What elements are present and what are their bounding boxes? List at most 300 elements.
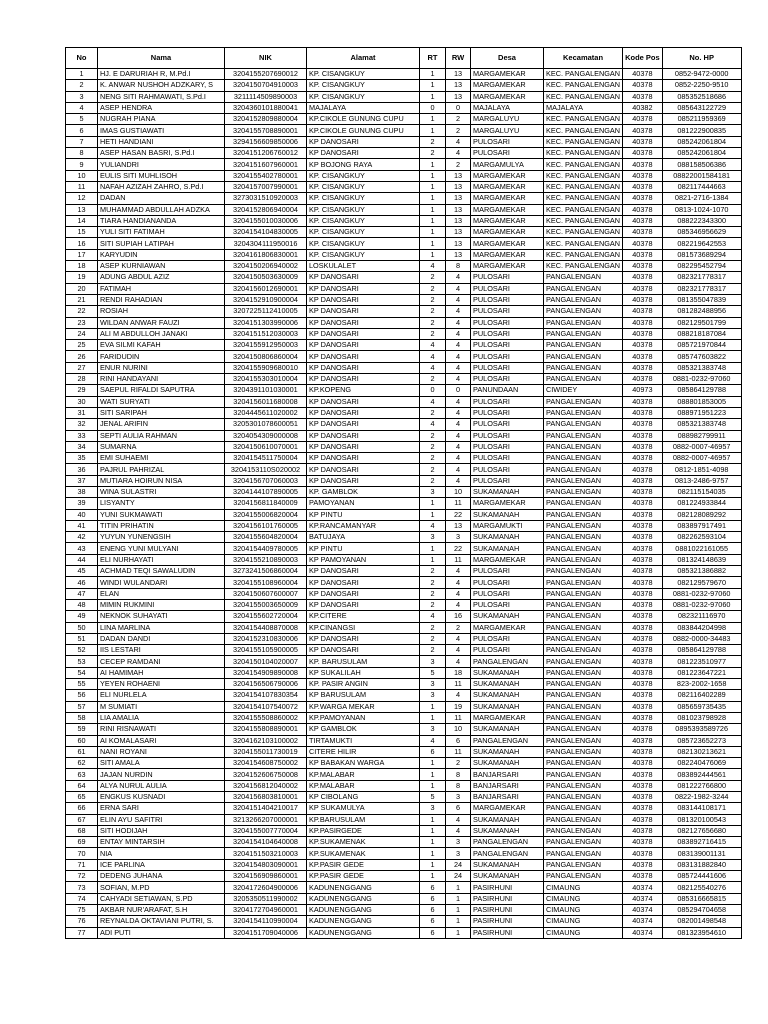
cell-no-hp: 081223647221 [662, 667, 741, 678]
cell-kecamatan: PANGALENGAN [544, 803, 623, 814]
cell-kecamatan: PANGALENGAN [544, 746, 623, 757]
cell-nama: LIA AMALIA [98, 712, 225, 723]
cell-rw: 6 [446, 735, 471, 746]
cell-desa: MARGAMEKAR [471, 803, 544, 814]
cell-rt: 2 [420, 645, 446, 656]
cell-nik: 3204150806860004 [225, 351, 307, 362]
cell-nama: YUYUN YUNENGSIH [98, 532, 225, 543]
cell-desa: PULOSARI [471, 441, 544, 452]
cell-nama: ERNA SARI [98, 803, 225, 814]
cell-no: 17 [66, 249, 98, 260]
table-row [66, 249, 742, 260]
table-row [66, 362, 742, 373]
cell-alamat: KP DANOSARI [307, 633, 420, 644]
table-row [66, 181, 742, 192]
cell-rw: 4 [446, 475, 471, 486]
cell-no-hp: 082240476069 [662, 758, 741, 769]
cell-alamat: BATUJAYA [307, 532, 420, 543]
cell-rw: 4 [446, 396, 471, 407]
cell-rw: 13 [446, 170, 471, 181]
cell-kode-pos: 40378 [623, 294, 663, 305]
cell-kode-pos: 40378 [623, 690, 663, 701]
cell-no-hp: 0821-2716-1384 [662, 193, 741, 204]
cell-rt: 5 [420, 667, 446, 678]
cell-kecamatan: PANGALENGAN [544, 622, 623, 633]
cell-alamat: KADUNENGGANG [307, 882, 420, 893]
cell-rt: 2 [420, 328, 446, 339]
cell-no: 52 [66, 645, 98, 656]
cell-rt: 1 [420, 181, 446, 192]
cell-no-hp: 083144108171 [662, 803, 741, 814]
cell-nama: ADI PUTI [98, 927, 225, 938]
cell-no: 33 [66, 430, 98, 441]
header-nama: Nama [98, 48, 225, 69]
cell-alamat: KP DANOSARI [307, 588, 420, 599]
cell-rw: 4 [446, 453, 471, 464]
cell-nik: 3204161806830001 [225, 249, 307, 260]
cell-nama: REYNALDA OKTAVIANI PUTRI, S. [98, 916, 225, 927]
cell-nik: 3204154104640008 [225, 837, 307, 848]
cell-desa: SUKAMANAH [471, 611, 544, 622]
cell-nik: 3204156011680008 [225, 396, 307, 407]
cell-nama: ENUR NURINI [98, 362, 225, 373]
cell-no: 70 [66, 848, 98, 859]
cell-nik: 3204156707060003 [225, 475, 307, 486]
cell-nik: 3204162103100002 [225, 735, 307, 746]
cell-desa: SUKAMANAH [471, 679, 544, 690]
cell-rw: 4 [446, 272, 471, 283]
cell-alamat: KP.CIKOLE GUNUNG CUPU [307, 125, 420, 136]
cell-rw: 4 [446, 577, 471, 588]
cell-nik: 3204152809880004 [225, 114, 307, 125]
table-row [66, 543, 742, 554]
cell-kode-pos: 40378 [623, 656, 663, 667]
cell-nama: ENGKUS KUSNADI [98, 792, 225, 803]
cell-nik: 3204391101030001 [225, 385, 307, 396]
cell-rt: 0 [420, 102, 446, 113]
cell-desa: MARGAMEKAR [471, 249, 544, 260]
cell-kecamatan: CIMAUNG [544, 882, 623, 893]
cell-nama: AKBAR NUR'ARAFAT, S.H [98, 904, 225, 915]
table-row [66, 159, 742, 170]
cell-nama: JAJAN NURDIN [98, 769, 225, 780]
cell-kecamatan: PANGALENGAN [544, 769, 623, 780]
cell-nik: 3211114509890003 [225, 91, 307, 102]
cell-nik: 3294156609850006 [225, 136, 307, 147]
cell-nik: 3204445611020002 [225, 407, 307, 418]
cell-desa: PULOSARI [471, 374, 544, 385]
cell-nik: 3204150503630009 [225, 272, 307, 283]
cell-rt: 2 [420, 283, 446, 294]
cell-alamat: KP.CIKOLE GUNUNG CUPU [307, 114, 420, 125]
cell-nik: 3204154608750002 [225, 758, 307, 769]
cell-no: 28 [66, 374, 98, 385]
header-no-hp: No. HP [662, 48, 741, 69]
cell-nik: 3204150610070001 [225, 441, 307, 452]
cell-alamat: KADUNENGGANG [307, 927, 420, 938]
cell-no: 66 [66, 803, 98, 814]
cell-rt: 1 [420, 238, 446, 249]
cell-no-hp: 082117444663 [662, 181, 741, 192]
cell-nik: 3204155604820004 [225, 532, 307, 543]
cell-no-hp: 081324148639 [662, 554, 741, 565]
cell-rw: 1 [446, 927, 471, 938]
cell-kecamatan: KEC. PANGALENGAN [544, 238, 623, 249]
cell-kode-pos: 40374 [623, 882, 663, 893]
cell-kecamatan: PANGALENGAN [544, 396, 623, 407]
cell-no-hp: 0882-0007-46957 [662, 453, 741, 464]
cell-no: 73 [66, 882, 98, 893]
cell-rt: 1 [420, 159, 446, 170]
cell-rw: 13 [446, 520, 471, 531]
table-row [66, 893, 742, 904]
cell-no: 14 [66, 215, 98, 226]
cell-no-hp: 085864129788 [662, 385, 741, 396]
cell-kecamatan: PANGALENGAN [544, 871, 623, 882]
table-row [66, 261, 742, 272]
cell-rt: 1 [420, 758, 446, 769]
cell-kode-pos: 40378 [623, 351, 663, 362]
cell-kode-pos: 40374 [623, 904, 663, 915]
cell-nik: 3204155007770004 [225, 825, 307, 836]
cell-nik: 3204151303990006 [225, 317, 307, 328]
cell-kecamatan: PANGALENGAN [544, 859, 623, 870]
cell-desa: SUKAMANAH [471, 690, 544, 701]
cell-kode-pos: 40378 [623, 181, 663, 192]
cell-no: 67 [66, 814, 98, 825]
cell-kecamatan: PANGALENGAN [544, 679, 623, 690]
cell-no-hp: 085643122729 [662, 102, 741, 113]
cell-nik: 3204151512030003 [225, 328, 307, 339]
table-row [66, 385, 742, 396]
cell-kecamatan: PANGALENGAN [544, 633, 623, 644]
table-row [66, 577, 742, 588]
cell-kode-pos: 40378 [623, 362, 663, 373]
cell-desa: SUKAMANAH [471, 667, 544, 678]
cell-no: 23 [66, 317, 98, 328]
cell-rw: 11 [446, 712, 471, 723]
cell-rw: 4 [446, 645, 471, 656]
cell-nik: 3204155105900005 [225, 645, 307, 656]
cell-no: 46 [66, 577, 98, 588]
cell-no: 26 [66, 351, 98, 362]
cell-alamat: KP DANOSARI [307, 577, 420, 588]
cell-kecamatan: PANGALENGAN [544, 498, 623, 509]
cell-desa: PULOSARI [471, 588, 544, 599]
cell-kode-pos: 40378 [623, 735, 663, 746]
cell-rt: 4 [420, 611, 446, 622]
cell-kecamatan: PANGALENGAN [544, 724, 623, 735]
cell-kecamatan: PANGALENGAN [544, 486, 623, 497]
table-row [66, 735, 742, 746]
cell-no-hp: 0881022161055 [662, 543, 741, 554]
cell-desa: MARGAMEKAR [471, 622, 544, 633]
cell-rt: 3 [420, 690, 446, 701]
cell-alamat: KP BABAKAN WARGA [307, 758, 420, 769]
cell-desa: SUKAMANAH [471, 724, 544, 735]
cell-no: 4 [66, 102, 98, 113]
cell-kecamatan: KEC. PANGALENGAN [544, 69, 623, 80]
cell-kode-pos: 40378 [623, 328, 663, 339]
cell-rw: 13 [446, 69, 471, 80]
cell-nama: ADUNG ABDUL AZIZ [98, 272, 225, 283]
cell-no-hp: 088158506386 [662, 159, 741, 170]
cell-kode-pos: 40378 [623, 746, 663, 757]
cell-alamat: KP GAMBLOK [307, 724, 420, 735]
cell-alamat: KP DANOSARI [307, 475, 420, 486]
cell-nama: KARYUDIN [98, 249, 225, 260]
cell-rt: 1 [420, 80, 446, 91]
cell-kode-pos: 40378 [623, 204, 663, 215]
cell-no-hp: 085242061804 [662, 148, 741, 159]
cell-kode-pos: 40378 [623, 249, 663, 260]
cell-desa: PANUNDAAN [471, 385, 544, 396]
cell-no: 74 [66, 893, 98, 904]
cell-desa: PULOSARI [471, 599, 544, 610]
cell-nama: ENTAY MINTARSIH [98, 837, 225, 848]
cell-no: 31 [66, 407, 98, 418]
cell-kode-pos: 40378 [623, 340, 663, 351]
cell-kecamatan: PANGALENGAN [544, 272, 623, 283]
cell-nama: AI HAMIMAH [98, 667, 225, 678]
cell-desa: MARGAMEKAR [471, 554, 544, 565]
cell-rw: 4 [446, 306, 471, 317]
cell-nama: ENENG YUNI MULYANI [98, 543, 225, 554]
cell-nik: 3204155912950003 [225, 340, 307, 351]
cell-kode-pos: 40378 [623, 193, 663, 204]
cell-kode-pos: 40378 [623, 475, 663, 486]
cell-no-hp: 085321383748 [662, 419, 741, 430]
cell-nik: 3204157007990001 [225, 181, 307, 192]
cell-kecamatan: PANGALENGAN [544, 419, 623, 430]
cell-kode-pos: 40378 [623, 283, 663, 294]
cell-nik: 3204155108960004 [225, 577, 307, 588]
cell-kecamatan: PANGALENGAN [544, 520, 623, 531]
cell-desa: PULOSARI [471, 136, 544, 147]
cell-rt: 1 [420, 701, 446, 712]
cell-rt: 2 [420, 566, 446, 577]
cell-no: 7 [66, 136, 98, 147]
cell-rw: 11 [446, 679, 471, 690]
cell-kode-pos: 40374 [623, 893, 663, 904]
cell-nama: ELAN [98, 588, 225, 599]
cell-kecamatan: PANGALENGAN [544, 690, 623, 701]
cell-nama: NAFAH AZIZAH ZAHRO, S.Pd.I [98, 181, 225, 192]
table-row [66, 904, 742, 915]
cell-rw: 13 [446, 193, 471, 204]
cell-rt: 2 [420, 294, 446, 305]
cell-nama: MIMIN RUKMINI [98, 599, 225, 610]
table-row [66, 679, 742, 690]
cell-alamat: KP DANOSARI [307, 283, 420, 294]
cell-kecamatan: KEC. PANGALENGAN [544, 193, 623, 204]
cell-no-hp: 083844204998 [662, 622, 741, 633]
cell-nama: WINA SULASTRI [98, 486, 225, 497]
cell-alamat: KP.PAMOYANAN [307, 712, 420, 723]
cell-kecamatan: KEC. PANGALENGAN [544, 170, 623, 181]
cell-desa: SUKAMANAH [471, 871, 544, 882]
cell-no-hp: 085352518686 [662, 91, 741, 102]
cell-kecamatan: KEC. PANGALENGAN [544, 80, 623, 91]
cell-rw: 3 [446, 792, 471, 803]
header-nik: NIK [225, 48, 307, 69]
cell-no-hp: 083897917491 [662, 520, 741, 531]
cell-desa: BANJARSARI [471, 792, 544, 803]
cell-kode-pos: 40378 [623, 554, 663, 565]
table-row [66, 272, 742, 283]
cell-alamat: KP.PASIR GEDE [307, 871, 420, 882]
cell-rt: 1 [420, 848, 446, 859]
cell-no-hp: 085321386882 [662, 566, 741, 577]
table-row [66, 453, 742, 464]
cell-rw: 4 [446, 328, 471, 339]
table-row [66, 622, 742, 633]
cell-no-hp: 082125540276 [662, 882, 741, 893]
cell-kecamatan: PANGALENGAN [544, 475, 623, 486]
cell-kode-pos: 40378 [623, 599, 663, 610]
cell-no-hp: 088801853005 [662, 396, 741, 407]
cell-alamat: KP DANOSARI [307, 294, 420, 305]
cell-alamat: KP SUKAMULYA [307, 803, 420, 814]
cell-rw: 2 [446, 758, 471, 769]
cell-desa: PULOSARI [471, 306, 544, 317]
cell-no-hp: 082128089292 [662, 509, 741, 520]
cell-nama: SAEPUL RIFALDI SAPUTRA [98, 385, 225, 396]
table-row [66, 374, 742, 385]
table-row [66, 204, 742, 215]
cell-rt: 1 [420, 837, 446, 848]
cell-no-hp: 081355047839 [662, 294, 741, 305]
cell-alamat: KP.MALABAR [307, 780, 420, 791]
cell-no: 53 [66, 656, 98, 667]
cell-no: 44 [66, 554, 98, 565]
cell-nik: 3204155303010004 [225, 374, 307, 385]
table-row [66, 588, 742, 599]
table-row [66, 227, 742, 238]
cell-rt: 3 [420, 486, 446, 497]
cell-rt: 2 [420, 374, 446, 385]
cell-desa: PANGALENGAN [471, 735, 544, 746]
header-no: No [66, 48, 98, 69]
cell-nama: SITI HODIJAH [98, 825, 225, 836]
cell-rw: 4 [446, 294, 471, 305]
cell-kecamatan: PANGALENGAN [544, 362, 623, 373]
cell-desa: MARGAMEKAR [471, 261, 544, 272]
cell-no-hp: 085294704658 [662, 904, 741, 915]
cell-no: 56 [66, 690, 98, 701]
cell-no: 72 [66, 871, 98, 882]
cell-rw: 4 [446, 317, 471, 328]
cell-nik: 3204172704960001 [225, 904, 307, 915]
cell-rt: 2 [420, 588, 446, 599]
cell-no: 11 [66, 181, 98, 192]
cell-rw: 13 [446, 227, 471, 238]
cell-no: 18 [66, 261, 98, 272]
cell-kecamatan: PANGALENGAN [544, 283, 623, 294]
table-row [66, 136, 742, 147]
cell-kecamatan: PANGALENGAN [544, 532, 623, 543]
cell-kecamatan: KEC. PANGALENGAN [544, 249, 623, 260]
cell-kecamatan: KEC. PANGALENGAN [544, 181, 623, 192]
cell-alamat: KP DANOSARI [307, 328, 420, 339]
cell-nik: 3273241506860004 [225, 566, 307, 577]
cell-kode-pos: 40378 [623, 543, 663, 554]
cell-no: 55 [66, 679, 98, 690]
cell-rw: 13 [446, 181, 471, 192]
cell-rt: 4 [420, 362, 446, 373]
cell-no-hp: 085747603822 [662, 351, 741, 362]
cell-kode-pos: 40378 [623, 136, 663, 147]
cell-no: 8 [66, 148, 98, 159]
cell-kecamatan: PANGALENGAN [544, 611, 623, 622]
table-row [66, 712, 742, 723]
table-row [66, 69, 742, 80]
cell-rw: 13 [446, 238, 471, 249]
cell-nama: RINI HANDAYANI [98, 374, 225, 385]
cell-nama: LINA MARLINA [98, 622, 225, 633]
cell-kode-pos: 40378 [623, 780, 663, 791]
cell-rt: 4 [420, 419, 446, 430]
cell-rw: 4 [446, 340, 471, 351]
cell-kode-pos: 40378 [623, 227, 663, 238]
cell-no-hp: 082321778317 [662, 283, 741, 294]
cell-no-hp: 081222900835 [662, 125, 741, 136]
cell-no-hp: 082321116970 [662, 611, 741, 622]
cell-kode-pos: 40378 [623, 396, 663, 407]
cell-nama: ELI NURLELA [98, 690, 225, 701]
cell-nama: NEKNOK SUHAYATI [98, 611, 225, 622]
cell-rw: 11 [446, 498, 471, 509]
cell-alamat: KP. CISANGKUY [307, 80, 420, 91]
cell-nik: 3204154909890008 [225, 667, 307, 678]
cell-alamat: LOSKULALET [307, 261, 420, 272]
cell-no: 25 [66, 340, 98, 351]
cell-alamat: KP. GAMBLOK [307, 486, 420, 497]
data-table [65, 47, 742, 939]
cell-alamat: KP.RANCAMANYAR [307, 520, 420, 531]
cell-nik: 3204150607600007 [225, 588, 307, 599]
cell-nik: 3204151503210003 [225, 848, 307, 859]
cell-rw: 2 [446, 114, 471, 125]
cell-kecamatan: KEC. PANGALENGAN [544, 91, 623, 102]
cell-kecamatan: PANGALENGAN [544, 509, 623, 520]
cell-nik: 3204154107830354 [225, 690, 307, 701]
cell-rw: 1 [446, 916, 471, 927]
cell-kode-pos: 40973 [623, 385, 663, 396]
cell-kode-pos: 40378 [623, 272, 663, 283]
cell-rt: 1 [420, 215, 446, 226]
table-row [66, 837, 742, 848]
cell-no-hp: 082127656680 [662, 825, 741, 836]
cell-no-hp: 083892716415 [662, 837, 741, 848]
cell-desa: PULOSARI [471, 430, 544, 441]
cell-kecamatan: PANGALENGAN [544, 735, 623, 746]
table-row [66, 599, 742, 610]
cell-rt: 1 [420, 825, 446, 836]
cell-no: 1 [66, 69, 98, 80]
cell-nik: 3204155602720004 [225, 611, 307, 622]
cell-no-hp: 0881-0232-97060 [662, 588, 741, 599]
cell-desa: PULOSARI [471, 328, 544, 339]
cell-kode-pos: 40378 [623, 724, 663, 735]
cell-kecamatan: PANGALENGAN [544, 758, 623, 769]
cell-rw: 19 [446, 701, 471, 712]
cell-alamat: KP. CISANGKUY [307, 249, 420, 260]
cell-rw: 4 [446, 283, 471, 294]
cell-rt: 1 [420, 204, 446, 215]
cell-nik: 3204155210890003 [225, 554, 307, 565]
cell-rw: 4 [446, 588, 471, 599]
